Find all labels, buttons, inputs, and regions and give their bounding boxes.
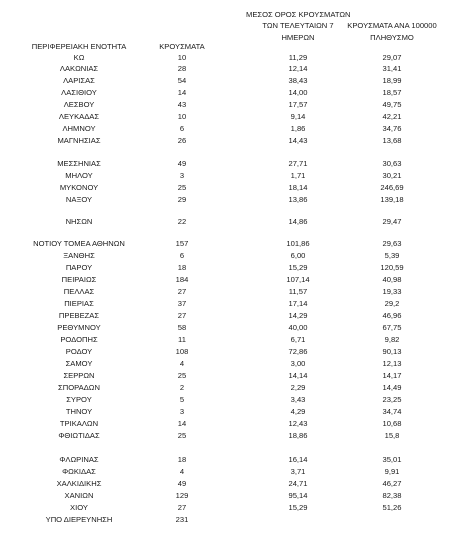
cases-per-100k-value: 13,68 — [382, 136, 402, 145]
avg-cases-value: 107,14 — [286, 275, 310, 284]
cases-value: 25 — [177, 371, 187, 380]
avg-cases-value: 14,86 — [288, 217, 308, 226]
table-row — [0, 371, 462, 381]
avg-cases-value: 1,86 — [290, 124, 306, 133]
table-row — [0, 311, 462, 321]
avg-cases-value: 1,71 — [290, 171, 306, 180]
table-row — [0, 503, 462, 513]
region-name: ΠΕΙΡΑΙΩΣ — [61, 275, 97, 284]
avg-cases-value: 3,00 — [290, 359, 306, 368]
avg-cases-value: 13,86 — [288, 195, 308, 204]
table-row — [0, 100, 462, 110]
region-name: ΞΑΝΘΗΣ — [63, 251, 95, 260]
avg-cases-value: 11,29 — [288, 53, 308, 62]
table-row — [0, 171, 462, 181]
avg-cases-value: 6,00 — [290, 251, 306, 260]
avg-cases-value: 72,86 — [288, 347, 308, 356]
table-row — [0, 431, 462, 441]
cases-value: 43 — [177, 100, 187, 109]
cases-value: 129 — [175, 491, 189, 500]
cases-per-100k-value: 29,07 — [382, 53, 402, 62]
cases-per-100k-value: 5,39 — [384, 251, 400, 260]
region-name: ΣΑΜΟΥ — [65, 359, 93, 368]
avg-cases-value: 14,29 — [288, 311, 308, 320]
region-name: ΡΟΔΟΠΗΣ — [60, 335, 98, 344]
region-name: ΦΛΩΡΙΝΑΣ — [59, 455, 99, 464]
region-name: ΤΗΝΟΥ — [65, 407, 93, 416]
cases-value: 4 — [179, 467, 185, 476]
avg-cases-value: 3,71 — [290, 467, 306, 476]
region-name: ΠΕΛΛΑΣ — [63, 287, 95, 296]
table-row — [0, 124, 462, 134]
region-name: ΣΥΡΟΥ — [66, 395, 92, 404]
region-name: ΛΕΣΒΟΥ — [63, 100, 95, 109]
avg-cases-value: 3,43 — [290, 395, 306, 404]
region-name: ΛΗΜΝΟΥ — [62, 124, 96, 133]
region-name: ΜΕΣΣΗΝΙΑΣ — [57, 159, 101, 168]
avg-cases-value: 16,14 — [288, 455, 308, 464]
table-row — [0, 347, 462, 357]
region-name: ΠΙΕΡΙΑΣ — [64, 299, 94, 308]
region-name: ΚΩ — [73, 53, 85, 62]
region-name: ΡΟΔΟΥ — [65, 347, 93, 356]
region-name: ΠΑΡΟΥ — [65, 263, 93, 272]
table-row — [0, 159, 462, 169]
cases-per-100k-value: 30,63 — [382, 159, 402, 168]
cases-per-100k-value: 51,26 — [382, 503, 402, 512]
table-row — [0, 383, 462, 393]
cases-per-100k-value: 10,68 — [382, 419, 402, 428]
header-per-line2: ΠΛΗΘΥΣΜΟ — [370, 33, 414, 42]
region-name: ΝΟΤΙΟΥ ΤΟΜΕΑ ΑΘΗΝΩΝ — [33, 239, 125, 248]
region-name: ΝΑΞΟΥ — [65, 195, 93, 204]
avg-cases-value: 4,29 — [290, 407, 306, 416]
header-avg-line1: ΜΕΣΟΣ ΟΡΟΣ ΚΡΟΥΣΜΑΤΩΝ — [246, 10, 351, 19]
cases-per-100k-value: 18,99 — [382, 76, 402, 85]
avg-cases-value: 40,00 — [288, 323, 308, 332]
cases-per-100k-value: 46,96 — [382, 311, 402, 320]
cases-per-100k-value: 139,18 — [380, 195, 404, 204]
cases-value: 108 — [175, 347, 189, 356]
cases-value: 10 — [177, 112, 187, 121]
cases-value: 25 — [177, 183, 187, 192]
cases-value: 29 — [177, 195, 187, 204]
header-avg-line2: ΤΩΝ ΤΕΛΕΥΤΑΙΩΝ 7 — [262, 21, 334, 30]
table-row — [0, 64, 462, 74]
table-row — [0, 323, 462, 333]
avg-cases-value: 14,14 — [288, 371, 308, 380]
header-per-line1: ΚΡΟΥΣΜΑΤΑ ΑΝΑ 100000 — [347, 21, 437, 30]
avg-cases-value: 17,14 — [288, 299, 308, 308]
header-region: ΠΕΡΙΦΕΡΕΙΑΚΗ ΕΝΟΤΗΤΑ — [31, 42, 127, 51]
table-row — [0, 359, 462, 369]
cases-value: 6 — [179, 251, 185, 260]
cases-per-100k-value: 46,27 — [382, 479, 402, 488]
cases-per-100k-value: 18,57 — [382, 88, 402, 97]
cases-per-100k-value: 31,41 — [382, 64, 402, 73]
region-name: ΦΘΙΩΤΙΔΑΣ — [58, 431, 100, 440]
avg-cases-value: 17,57 — [288, 100, 308, 109]
cases-per-100k-value: 9,82 — [384, 335, 400, 344]
cases-value: 14 — [177, 88, 187, 97]
region-name: ΜΑΓΝΗΣΙΑΣ — [57, 136, 101, 145]
cases-per-100k-value: 15,8 — [384, 431, 400, 440]
cases-per-100k-value: 34,76 — [382, 124, 402, 133]
cases-per-100k-value: 246,69 — [380, 183, 404, 192]
cases-value: 6 — [179, 124, 185, 133]
region-name: ΛΑΣΙΘΙΟΥ — [61, 88, 97, 97]
cases-value: 4 — [179, 359, 185, 368]
cases-per-100k-value: 82,38 — [382, 491, 402, 500]
region-name: ΜΥΚΟΝΟΥ — [59, 183, 99, 192]
table-row — [0, 491, 462, 501]
region-name: ΧΑΛΚΙΔΙΚΗΣ — [56, 479, 102, 488]
table-row — [0, 467, 462, 477]
header-cases: ΚΡΟΥΣΜΑΤΑ — [159, 42, 205, 51]
avg-cases-value: 101,86 — [286, 239, 310, 248]
cases-value: 18 — [177, 263, 187, 272]
table-row — [0, 217, 462, 227]
cases-value: 22 — [177, 217, 187, 226]
cases-per-100k-value: 40,98 — [382, 275, 402, 284]
region-name: ΥΠΟ ΔΙΕΡΕΥΝΗΣΗ — [45, 515, 113, 524]
avg-cases-value: 15,29 — [288, 263, 308, 272]
cases-value: 10 — [177, 53, 187, 62]
cases-value: 14 — [177, 419, 187, 428]
cases-per-100k-value: 14,17 — [382, 371, 402, 380]
region-name: ΦΩΚΙΔΑΣ — [62, 467, 96, 476]
region-name: ΝΗΣΩΝ — [65, 217, 93, 226]
avg-cases-value: 6,71 — [290, 335, 306, 344]
cases-value: 27 — [177, 287, 187, 296]
table-row — [0, 275, 462, 285]
avg-cases-value: 18,86 — [288, 431, 308, 440]
table-row — [0, 136, 462, 146]
cases-per-100k-value: 29,2 — [384, 299, 400, 308]
cases-value: 11 — [178, 335, 186, 344]
header-avg-line3: ΗΜΕΡΩΝ — [281, 33, 315, 42]
avg-cases-value: 14,43 — [288, 136, 308, 145]
avg-cases-value: 9,14 — [290, 112, 306, 121]
avg-cases-value: 24,71 — [288, 479, 308, 488]
region-name: ΛΑΚΩΝΙΑΣ — [59, 64, 99, 73]
region-name: ΤΡΙΚΑΛΩΝ — [59, 419, 99, 428]
region-name: ΧΑΝΙΩΝ — [64, 491, 94, 500]
avg-cases-value: 2,29 — [290, 383, 306, 392]
cases-per-100k-value: 19,33 — [382, 287, 402, 296]
cases-per-100k-value: 67,75 — [382, 323, 402, 332]
cases-value: 58 — [177, 323, 187, 332]
table-row — [0, 183, 462, 193]
cases-value: 184 — [175, 275, 189, 284]
avg-cases-value: 11,57 — [288, 287, 308, 296]
cases-value: 5 — [179, 395, 185, 404]
cases-value: 49 — [177, 159, 187, 168]
cases-value: 49 — [177, 479, 187, 488]
cases-value: 28 — [177, 64, 187, 73]
table-row — [0, 455, 462, 465]
table-row — [0, 88, 462, 98]
cases-value: 157 — [175, 239, 189, 248]
cases-value: 54 — [177, 76, 187, 85]
cases-value: 25 — [177, 431, 187, 440]
avg-cases-value: 12,43 — [288, 419, 308, 428]
cases-per-100k-value: 120,59 — [380, 263, 404, 272]
cases-value: 3 — [179, 171, 185, 180]
cases-value: 27 — [177, 311, 187, 320]
cases-per-100k-value: 49,75 — [382, 100, 402, 109]
cases-per-100k-value: 29,47 — [382, 217, 402, 226]
cases-per-100k-value: 34,74 — [382, 407, 402, 416]
table-row — [0, 239, 462, 249]
region-name: ΜΗΛΟΥ — [65, 171, 93, 180]
table-row — [0, 515, 462, 525]
avg-cases-value: 12,14 — [288, 64, 308, 73]
region-name: ΧΙΟΥ — [70, 503, 88, 512]
avg-cases-value: 95,14 — [288, 491, 308, 500]
cases-value: 3 — [179, 407, 185, 416]
table-row — [0, 251, 462, 261]
table-row — [0, 419, 462, 429]
cases-per-100k-value: 29,63 — [382, 239, 402, 248]
region-name: ΛΕΥΚΑΔΑΣ — [58, 112, 100, 121]
cases-per-100k-value: 90,13 — [382, 347, 402, 356]
cases-value: 2 — [179, 383, 185, 392]
cases-per-100k-value: 23,25 — [382, 395, 402, 404]
table-row — [0, 287, 462, 297]
avg-cases-value: 14,00 — [288, 88, 308, 97]
table-row — [0, 299, 462, 309]
cases-value: 27 — [177, 503, 187, 512]
region-name: ΛΑΡΙΣΑΣ — [63, 76, 95, 85]
cases-per-100k-value: 42,21 — [382, 112, 402, 121]
cases-per-100k-value: 30,21 — [382, 171, 402, 180]
cases-per-100k-value: 9,91 — [384, 467, 400, 476]
cases-per-100k-value: 14,49 — [382, 383, 402, 392]
cases-value: 18 — [177, 455, 187, 464]
table-row — [0, 112, 462, 122]
cases-per-100k-value: 35,01 — [382, 455, 402, 464]
avg-cases-value: 38,43 — [288, 76, 308, 85]
table-row — [0, 263, 462, 273]
table-row — [0, 195, 462, 205]
avg-cases-value: 15,29 — [288, 503, 308, 512]
region-name: ΡΕΘΥΜΝΟΥ — [57, 323, 101, 332]
cases-per-100k-value: 12,13 — [382, 359, 402, 368]
cases-value: 37 — [177, 299, 187, 308]
table-row — [0, 407, 462, 417]
cases-value: 231 — [175, 515, 189, 524]
table-row — [0, 395, 462, 405]
table-row — [0, 53, 462, 63]
table-row — [0, 335, 462, 345]
region-name: ΠΡΕΒΕΖΑΣ — [58, 311, 100, 320]
region-name: ΣΕΡΡΩΝ — [63, 371, 95, 380]
table-row — [0, 479, 462, 489]
table-row — [0, 76, 462, 86]
region-name: ΣΠΟΡΑΔΩΝ — [58, 383, 100, 392]
avg-cases-value: 27,71 — [288, 159, 308, 168]
avg-cases-value: 18,14 — [288, 183, 308, 192]
cases-value: 26 — [177, 136, 187, 145]
